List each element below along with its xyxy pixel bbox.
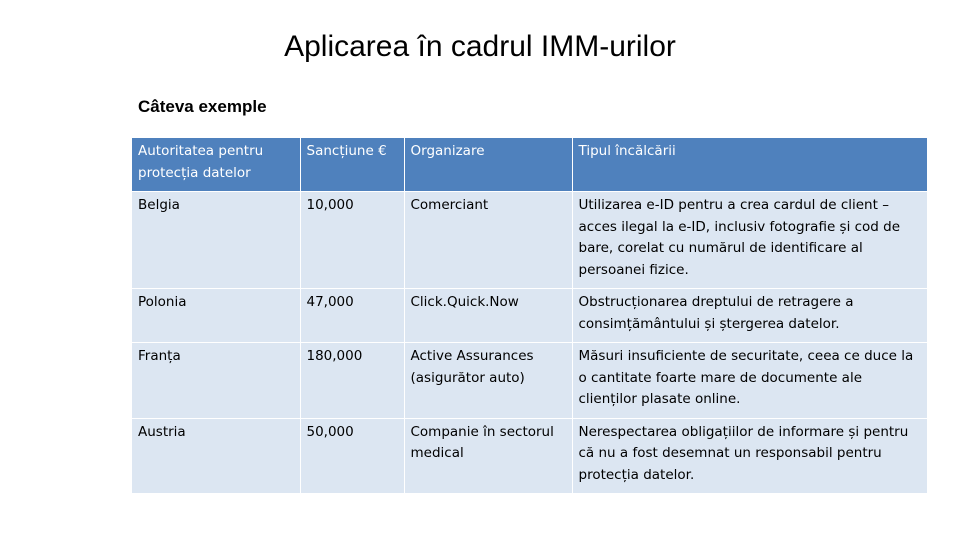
cell-violation-type: Obstrucționarea dreptului de retragere a consimțământului și ștergerea datelor. bbox=[572, 289, 927, 343]
table-header-row bbox=[132, 138, 927, 192]
table-row bbox=[132, 192, 927, 289]
table-row bbox=[132, 418, 927, 493]
cell-organization: Comerciant bbox=[404, 192, 572, 289]
cell-violation-type: Nerespectarea obligațiilor de informare și pentru că nu a fost desemnat un responsabil pentru protecția datelor. bbox=[572, 418, 927, 493]
table-row bbox=[132, 343, 927, 419]
cell-sanction: 10,000 bbox=[300, 192, 404, 289]
sanctions-table bbox=[132, 138, 927, 493]
cell-violation-type: Utilizarea e-ID pentru a crea cardul de client – acces ilegal la e-ID, inclusiv fotografie și cod de bare, corelat cu numărul de identificare al persoanei fizice. bbox=[572, 192, 927, 289]
header-authority: Autoritatea pentru protecția datelor bbox=[132, 138, 300, 192]
cell-authority: Belgia bbox=[132, 192, 300, 289]
cell-sanction: 50,000 bbox=[300, 418, 404, 493]
cell-authority: Franța bbox=[132, 343, 300, 419]
page-subtitle: Câteva exemple bbox=[138, 97, 267, 116]
cell-organization: Active Assurances (asigurător auto) bbox=[404, 343, 572, 419]
cell-sanction: 47,000 bbox=[300, 289, 404, 343]
cell-sanction: 180,000 bbox=[300, 343, 404, 419]
cell-organization: Click.Quick.Now bbox=[404, 289, 572, 343]
cell-authority: Austria bbox=[132, 418, 300, 493]
page-title: Aplicarea în cadrul IMM-urilor bbox=[284, 30, 676, 63]
header-violation-type: Tipul încălcării bbox=[578, 143, 676, 159]
header-sanction: Sancțiune € bbox=[300, 138, 404, 192]
header-organization: Organizare bbox=[404, 138, 572, 192]
cell-organization: Companie în sectorul medical bbox=[404, 418, 572, 493]
cell-violation-type: Măsuri insuficiente de securitate, ceea ce duce la o cantitate foarte mare de documente ale clienților plasate online. bbox=[572, 343, 927, 419]
cell-authority: Polonia bbox=[132, 289, 300, 343]
table-row bbox=[132, 289, 927, 343]
